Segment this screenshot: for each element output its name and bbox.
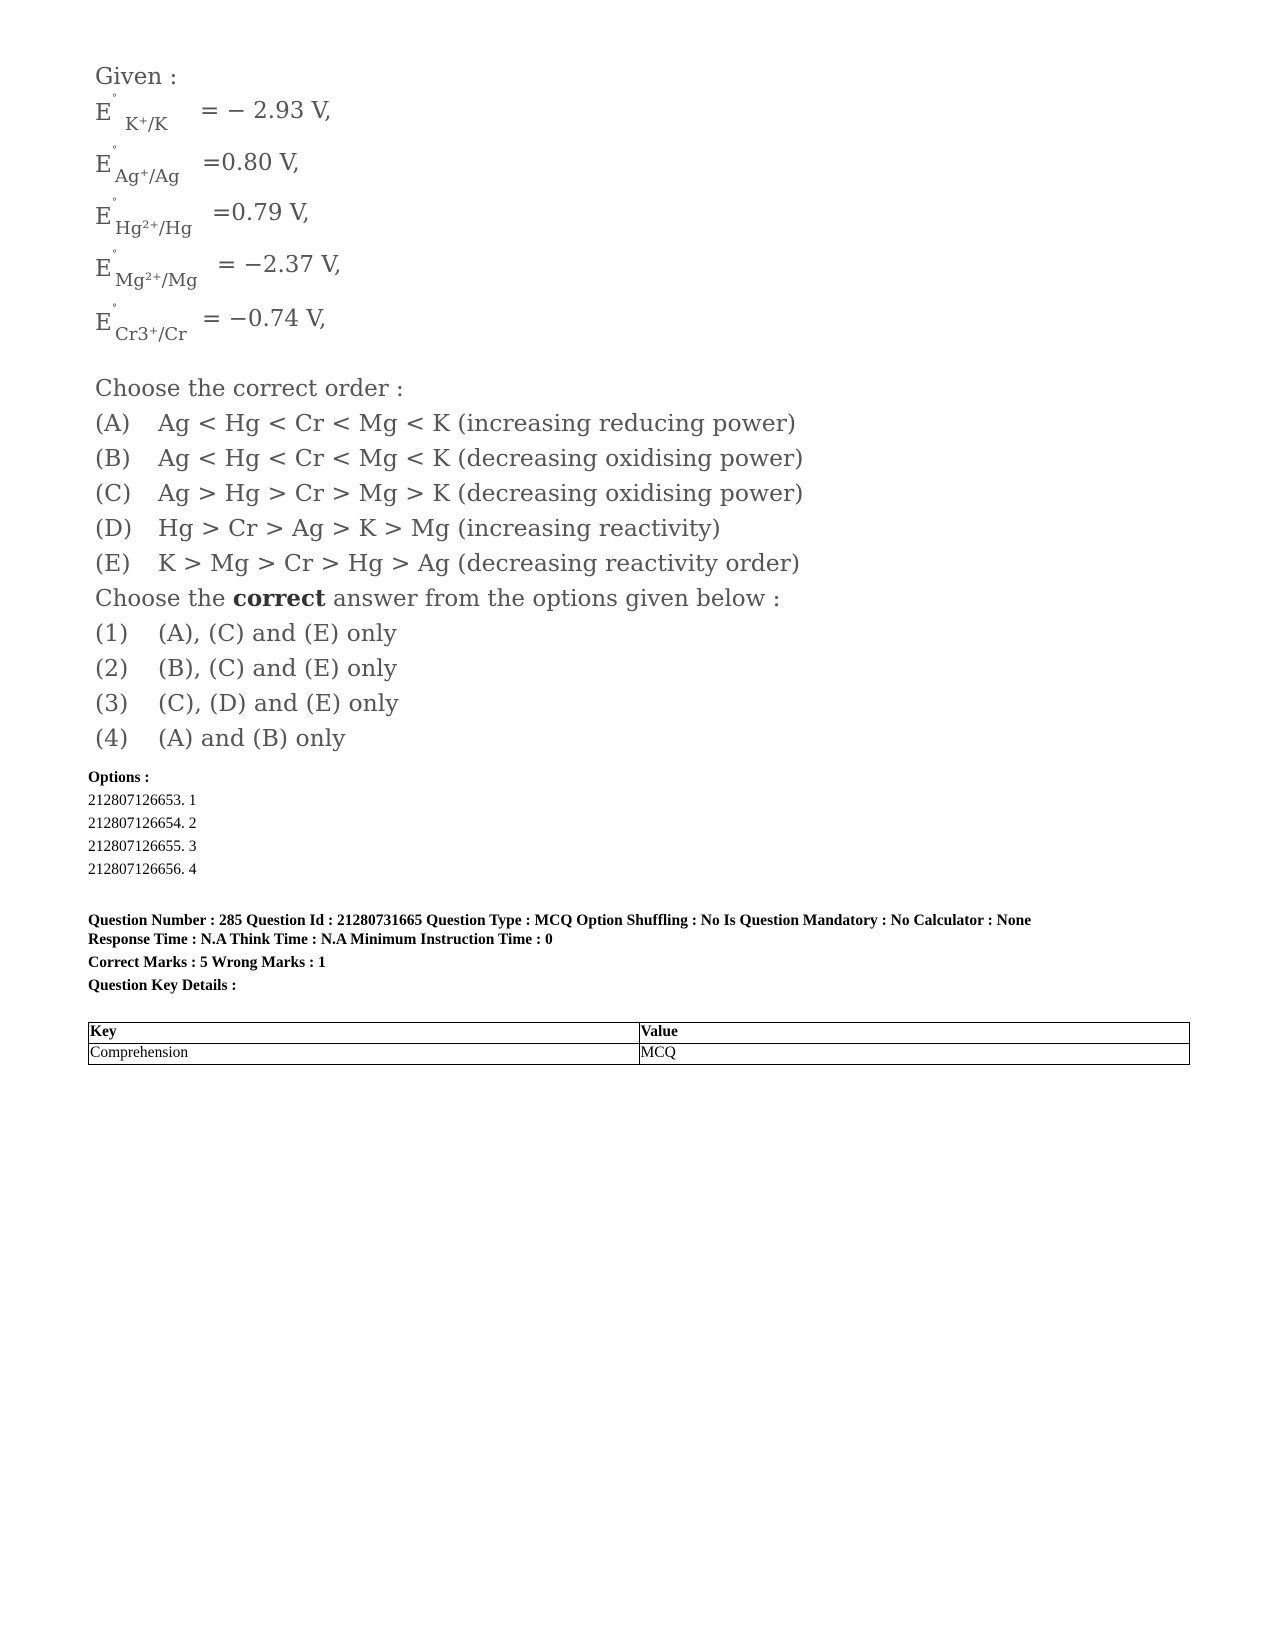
given-label: Given :: [95, 64, 178, 90]
table-cell: MCQ: [639, 1044, 1190, 1065]
table-cell: Comprehension: [89, 1044, 640, 1065]
option-item: 212807126654. 2: [88, 815, 197, 832]
table-header-cell: Value: [639, 1023, 1190, 1044]
key-details-table: [88, 1022, 1190, 1065]
marks-line: Correct Marks : 5 Wrong Marks : 1: [88, 954, 326, 971]
potential-k: E ° K⁺/K = − 2.93 V,: [95, 93, 332, 135]
option-item: 212807126656. 4: [88, 861, 197, 878]
option-item: 212807126653. 1: [88, 792, 197, 809]
choose-answer-label: Choose the correct answer from the options given below :: [95, 585, 781, 612]
table-header-cell: Key: [89, 1023, 640, 1044]
potential-ag: E ° Ag⁺/Ag =0.80 V,: [95, 145, 300, 187]
table-row: [89, 1044, 1190, 1065]
potential-hg: E ° Hg²⁺/Hg =0.79 V,: [95, 197, 310, 239]
options-heading: Options :: [88, 769, 150, 786]
question-meta: [88, 911, 1188, 995]
question-meta-line1: Question Number : 285 Question Id : 21280731665 Question Type : MCQ Option Shuffling : No Is Question Mandatory : No Calculator : None: [88, 912, 1032, 929]
options-block: [88, 766, 197, 881]
table-header-row: [89, 1023, 1190, 1044]
choose-order-label: Choose the correct order :: [95, 376, 404, 402]
potential-mg: E ° Mg²⁺/Mg = −2.37 V,: [95, 249, 342, 291]
option-item: 212807126655. 3: [88, 838, 197, 855]
question-meta-line2: Response Time : N.A Think Time : N.A Minimum Instruction Time : 0: [88, 931, 553, 948]
key-details-heading: Question Key Details :: [88, 977, 237, 994]
potential-cr: E ° Cr3⁺/Cr = −0.74 V,: [95, 303, 327, 345]
